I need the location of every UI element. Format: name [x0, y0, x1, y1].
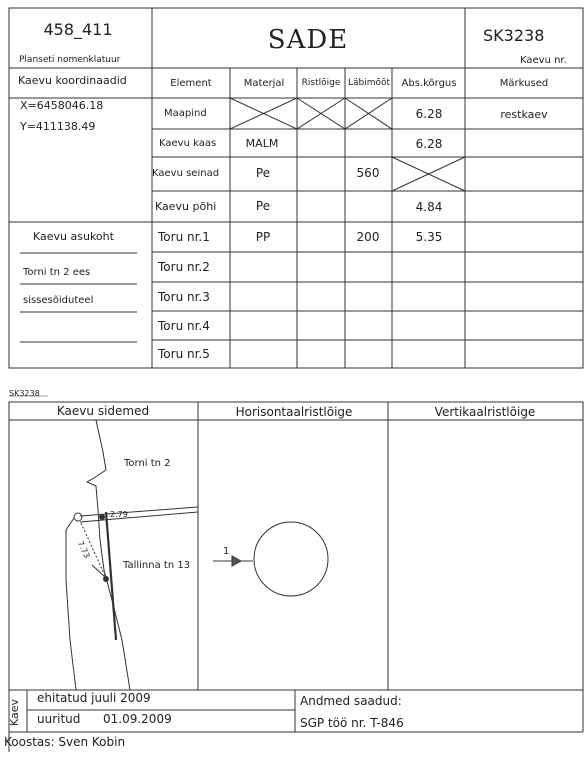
col-header-element: Element — [170, 78, 212, 89]
row-note: restkaev — [500, 108, 548, 121]
row-element: Kaevu põhi — [155, 201, 217, 212]
data-source: SGP töö nr. T-846 — [300, 716, 404, 730]
data-from-label: Andmed saadud: — [300, 694, 402, 708]
row-material: Pe — [255, 166, 271, 180]
author: Koostas: Sven Kobin — [4, 735, 126, 749]
sheet-number: 458_411 — [43, 20, 113, 39]
drawing-col-horizontal: Horisontaalristlõige — [235, 405, 353, 419]
page-title: SADE — [267, 25, 349, 55]
row-element: Toru nr.5 — [158, 347, 210, 361]
drawing-col-vertical: Vertikaalristlõige — [434, 405, 536, 419]
coordinates-heading: Kaevu koordinaadid — [18, 74, 127, 87]
row-elevation: 6.28 — [415, 107, 443, 121]
drawing-col-ties: Kaevu sidemed — [56, 404, 150, 418]
built-date: ehitatud juuli 2009 — [37, 691, 151, 705]
location-line-1: Torni tn 2 ees — [23, 267, 91, 278]
row-element: Maapind — [164, 108, 207, 119]
inspected-label: uuritud — [37, 712, 81, 726]
row-diameter: 200 — [356, 230, 380, 244]
row-elevation: 6.28 — [415, 137, 443, 151]
row-element: Kaevu seinad — [152, 169, 220, 179]
col-header-notes: Märkused — [499, 78, 549, 89]
col-header-cross-section: Ristlõige — [301, 78, 341, 88]
label-tallinna: Tallinna tn 13 — [123, 560, 191, 571]
well-caption: Kaevu nr. — [520, 55, 567, 66]
row-element: Toru nr.2 — [158, 260, 210, 274]
location-line-2: sissesõiduteel — [23, 295, 94, 306]
drawing-tag: SK3238 — [9, 389, 40, 398]
row-elevation: 5.35 — [415, 230, 443, 244]
row-element: Toru nr.1 — [158, 230, 210, 244]
row-material: MALM — [245, 137, 279, 150]
row-elevation: 4.84 — [415, 200, 443, 214]
well-number: SK3238 — [483, 26, 545, 45]
dimension-7-73: 7.73 — [75, 539, 92, 560]
col-header-elevation: Abs.kõrgus — [401, 78, 457, 89]
well-cross-section — [213, 522, 328, 596]
row-material: PP — [255, 230, 271, 244]
row-diameter: 560 — [356, 166, 380, 180]
label-torni: Torni tn 2 — [124, 458, 171, 469]
row-element: Kaevu kaas — [159, 139, 217, 149]
sheet-caption: Planseti nomenklatuur — [19, 55, 121, 65]
col-header-diameter: Läbimõõt — [347, 78, 391, 88]
location-heading: Kaevu asukoht — [33, 230, 114, 243]
pipe-number-label: 1 — [223, 546, 230, 557]
row-element: Toru nr.3 — [158, 290, 210, 304]
row-element: Toru nr.4 — [158, 319, 210, 333]
row-material: Pe — [255, 199, 271, 213]
inspected-date: 01.09.2009 — [103, 712, 172, 726]
dimension-2-79: 2.79 — [110, 510, 128, 519]
coordinate-x: X=6458046.18 — [20, 99, 104, 112]
coordinate-y: Y=411138.49 — [20, 120, 96, 133]
well-side-label: Kaev — [8, 698, 21, 726]
col-header-material: Materjal — [243, 78, 285, 89]
